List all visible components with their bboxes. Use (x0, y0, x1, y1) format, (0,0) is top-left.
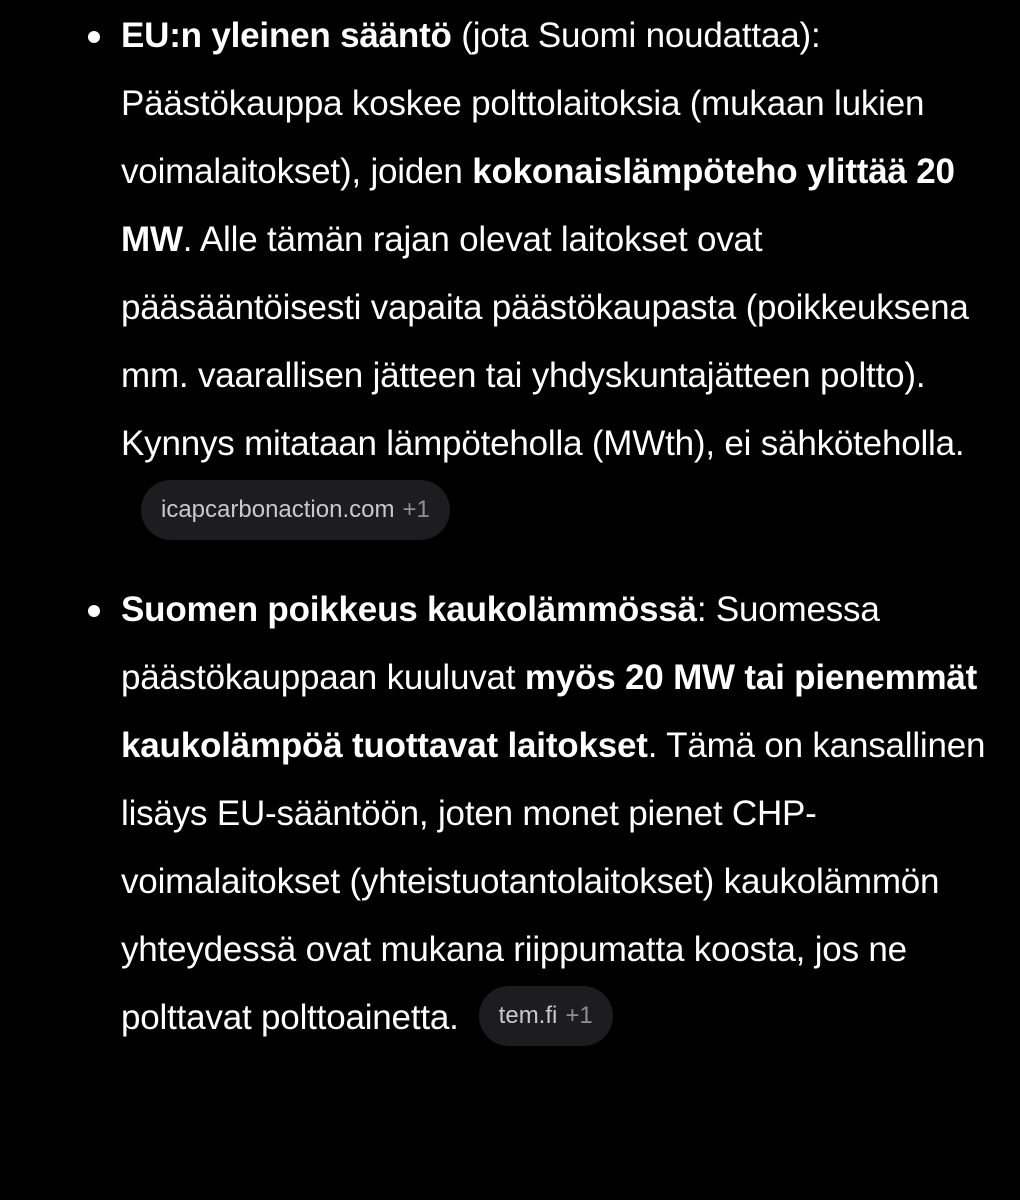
source-domain: icapcarbonaction.com (161, 495, 395, 523)
item-heading: Suomen poikkeus kaukolämmössä (121, 590, 697, 629)
source-domain: tem.fi (498, 1001, 558, 1029)
bullet-dot-icon (88, 605, 100, 617)
item-text: : Suomessa päästökauppaan kuuluvat (121, 590, 880, 697)
list-item (0, 576, 1020, 1052)
item-heading: EU:n yleinen sääntö (121, 16, 452, 55)
item-emphasis: kokonaislämpöteho ylittää 20 MW (121, 152, 955, 259)
list-item (0, 0, 1020, 546)
source-count: +1 (565, 1001, 593, 1029)
source-count: +1 (402, 495, 430, 523)
source-citation-chip[interactable] (479, 986, 613, 1046)
item-text: (jota Suomi noudattaa): Päästökauppa koskee polttolaitoksia (mukaan lukien voimalaitokset), joiden (121, 16, 925, 191)
source-citation-chip[interactable] (141, 480, 450, 540)
bullet-dot-icon (88, 31, 100, 43)
item-text: . Alle tämän rajan olevat laitokset ovat pääsääntöisesti vapaita päästökaupasta (poikkeuksena mm. vaarallisen jätteen tai yhdyskuntajätteen poltto). Kynnys mitataan lämpöteholla (MWth), ei sähköteholla. (121, 220, 969, 463)
item-emphasis: myös 20 MW tai pienemmät kaukolämpöä tuottavat laitokset (121, 658, 978, 765)
item-text: . Tämä on kansallinen lisäys EU-sääntöön, joten monet pienet CHP-voimalaitokset (yhteistuotantolaitokset) kaukolämmön yhteydessä ovat mukana riippumatta koosta, jos ne polttavat polttoainetta. (121, 726, 986, 1037)
